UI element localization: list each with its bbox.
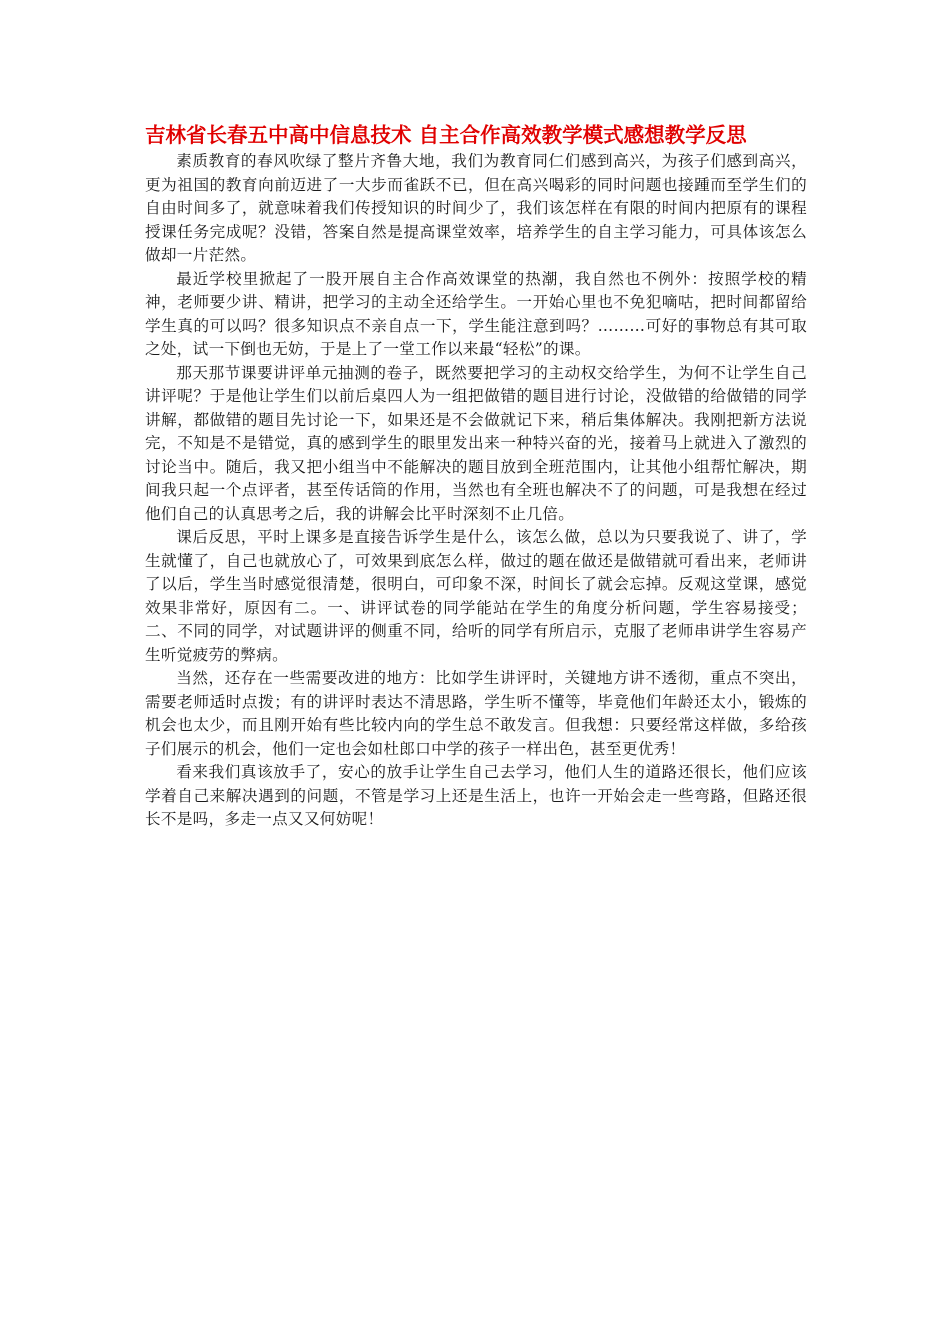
paragraph-2: 最近学校里掀起了一股开展自主合作高效课堂的热潮，我自然也不例外：按照学校的精神，老师要少讲、精讲，把学习的主动全还给学生。一开始心里也不免犯嘀咕，把时间都留给学生真的可以吗？很多知识点不亲自点一下，学生能注意到吗？………可好的事物总有其可取之处，试一下倒也无妨，于是上了一堂工作以来最“轻松”的课。	[145, 269, 807, 358]
paragraph-1: 素质教育的春风吹绿了整片齐鲁大地，我们为教育同仁们感到高兴，为孩子们感到高兴，更为祖国的教育向前迈进了一大步而雀跃不已，但在高兴喝彩的同时问题也接踵而至学生们的自由时间多了，就意味着我们传授知识的时间少了，我们该怎样在有限的时间内把原有的课程授课任务完成呢？没错，答案自然是提高课堂效率，培养学生的自主学习能力，可具体该怎么做却一片茫然。	[145, 152, 807, 264]
document-content	[145, 120, 807, 832]
document-title: 吉林省长春五中高中信息技术 自主合作高效教学模式感想教学反思	[145, 123, 747, 147]
paragraph-4: 课后反思，平时上课多是直接告诉学生是什么，该怎么做，总以为只要我说了、讲了，学生就懂了，自己也就放心了，可效果到底怎么样，做过的题在做还是做错就可看出来，老师讲了以后，学生当时感觉很清楚，很明白，可印象不深，时间长了就会忘掉。反观这堂课，感觉效果非常好，原因有二。一、讲评试卷的同学能站在学生的角度分析问题，学生容易接受；二、不同的同学，对试题讲评的侧重不同，给听的同学有所启示，克服了老师串讲学生容易产生听觉疲劳的弊病。	[145, 528, 807, 664]
paragraph-3: 那天那节课要讲评单元抽测的卷子，既然要把学习的主动权交给学生，为何不让学生自己讲评呢？于是他让学生们以前后桌四人为一组把做错的题目进行讨论，没做错的给做错的同学讲解，都做错的题目先讨论一下，如果还是不会做就记下来，稍后集体解决。我刚把新方法说完，不知是不是错觉，真的感到学生的眼里发出来一种特兴奋的光，接着马上就进入了激烈的讨论当中。随后，我又把小组当中不能解决的题目放到全班范围内，让其他小组帮忙解决，期间我只起一个点评者，甚至传话筒的作用，当然也有全班也解决不了的问题，可是我想在经过他们自己的认真思考之后，我的讲解会比平时深刻不止几倍。	[145, 363, 807, 523]
paragraph-5: 当然，还存在一些需要改进的地方：比如学生讲评时，关键地方讲不透彻，重点不突出，需要老师适时点拨；有的讲评时表达不清思路，学生听不懂等，毕竟他们年龄还太小，锻炼的机会也太少，而且刚开始有些比较内向的学生总不敢发言。但我想：只要经常这样做，多给孩子们展示的机会，他们一定也会如杜郎口中学的孩子一样出色，甚至更优秀！	[145, 669, 807, 758]
paragraph-6: 看来我们真该放手了，安心的放手让学生自己去学习，他们人生的道路还很长，他们应该学着自己来解决遇到的问题，不管是学习上还是生活上，也许一开始会走一些弯路，但路还很长不是吗，多走一点又又何妨呢！	[145, 763, 807, 828]
